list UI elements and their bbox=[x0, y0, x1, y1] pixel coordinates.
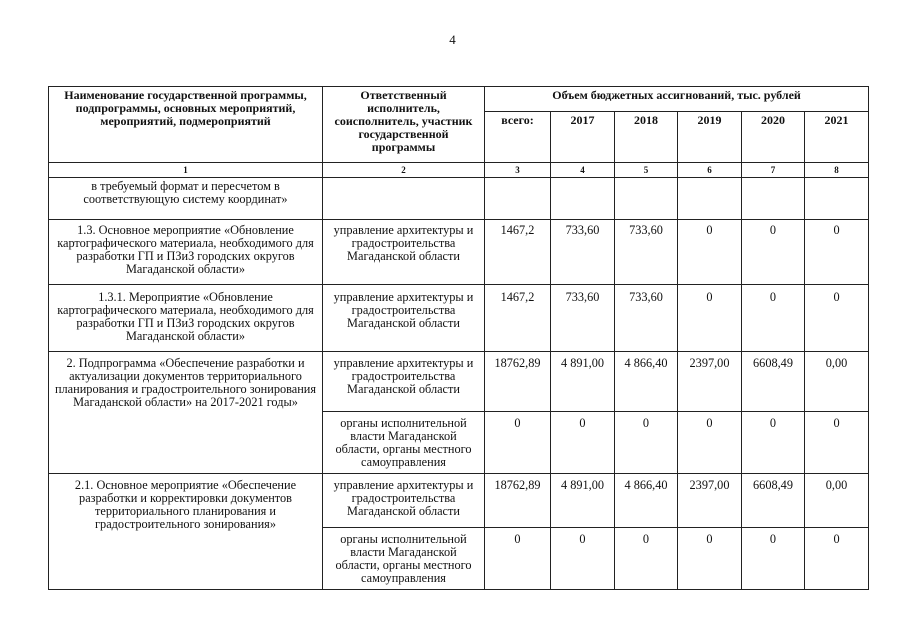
row-value-total: 18762,89 bbox=[485, 352, 551, 412]
column-number: 8 bbox=[805, 163, 869, 178]
header-total: всего: bbox=[485, 112, 551, 163]
row-value-2018: 4 866,40 bbox=[615, 352, 678, 412]
row-value-2019: 2397,00 bbox=[678, 352, 742, 412]
row-name: 2.1. Основное мероприятие «Обеспечение разработки и корректировки документов территориального планирования и градостроительного зонирования» bbox=[49, 474, 323, 590]
row-value-2019: 0 bbox=[678, 285, 742, 352]
row-value-2021: 0 bbox=[805, 412, 869, 474]
row-name: 1.3. Основное мероприятие «Обновление картографического материала, необходимого для разработки ГП и ПЗиЗ городских округов Магаданской области» bbox=[49, 220, 323, 285]
row-responsible: органы исполнительной власти Магаданской области, органы местного самоуправления bbox=[323, 528, 485, 590]
row-value-2021: 0 bbox=[805, 528, 869, 590]
row-responsible: управление архитектуры и градостроительства Магаданской области bbox=[323, 220, 485, 285]
header-year-2021: 2021 bbox=[805, 112, 869, 163]
row-value-2017: 733,60 bbox=[551, 285, 615, 352]
table-row bbox=[49, 285, 869, 352]
row-value-2018: 733,60 bbox=[615, 220, 678, 285]
table-row bbox=[49, 178, 869, 220]
header-responsible: Ответственный исполнитель, соисполнитель, участник государственной программы bbox=[323, 87, 485, 163]
row-value bbox=[615, 178, 678, 220]
row-value-total: 1467,2 bbox=[485, 220, 551, 285]
row-responsible: управление архитектуры и градостроительства Магаданской области bbox=[323, 352, 485, 412]
header-year-2020: 2020 bbox=[742, 112, 805, 163]
header-year-2018: 2018 bbox=[615, 112, 678, 163]
row-value-total: 18762,89 bbox=[485, 474, 551, 528]
row-value-2020: 0 bbox=[742, 220, 805, 285]
row-value-2020: 6608,49 bbox=[742, 474, 805, 528]
column-number: 4 bbox=[551, 163, 615, 178]
row-name: 2. Подпрограмма «Обеспечение разработки и актуализации документов территориального планирования и градостроительного зонирования Магаданской области» на 2017-2021 годы» bbox=[49, 352, 323, 474]
row-value bbox=[485, 178, 551, 220]
column-number: 5 bbox=[615, 163, 678, 178]
row-value bbox=[805, 178, 869, 220]
header-year-2017: 2017 bbox=[551, 112, 615, 163]
row-value bbox=[678, 178, 742, 220]
header-budget-volume: Объем бюджетных ассигнований, тыс. рублей bbox=[485, 87, 869, 112]
column-number: 1 bbox=[49, 163, 323, 178]
table-row bbox=[49, 220, 869, 285]
row-value-2021: 0 bbox=[805, 220, 869, 285]
row-value-2018: 0 bbox=[615, 412, 678, 474]
row-value-2017: 0 bbox=[551, 412, 615, 474]
row-value-2019: 0 bbox=[678, 412, 742, 474]
row-value-2017: 733,60 bbox=[551, 220, 615, 285]
row-value-2019: 2397,00 bbox=[678, 474, 742, 528]
column-number: 7 bbox=[742, 163, 805, 178]
row-value-2017: 4 891,00 bbox=[551, 352, 615, 412]
header-year-2019: 2019 bbox=[678, 112, 742, 163]
row-responsible: управление архитектуры и градостроительства Магаданской области bbox=[323, 474, 485, 528]
row-value-2018: 4 866,40 bbox=[615, 474, 678, 528]
row-responsible: органы исполнительной власти Магаданской области, органы местного самоуправления bbox=[323, 412, 485, 474]
row-value-total: 1467,2 bbox=[485, 285, 551, 352]
row-value-2020: 0 bbox=[742, 285, 805, 352]
table-row bbox=[49, 352, 869, 412]
row-value-total: 0 bbox=[485, 528, 551, 590]
column-number: 6 bbox=[678, 163, 742, 178]
row-value-2017: 0 bbox=[551, 528, 615, 590]
column-number: 3 bbox=[485, 163, 551, 178]
row-value-2021: 0 bbox=[805, 285, 869, 352]
row-value-2020: 0 bbox=[742, 412, 805, 474]
column-number-row bbox=[49, 163, 869, 178]
column-number: 2 bbox=[323, 163, 485, 178]
row-responsible bbox=[323, 178, 485, 220]
row-value-2021: 0,00 bbox=[805, 474, 869, 528]
row-value-2021: 0,00 bbox=[805, 352, 869, 412]
row-name: 1.3.1. Мероприятие «Обновление картографического материала, необходимого для разработки ГП и ПЗиЗ городских округов Магаданской области» bbox=[49, 285, 323, 352]
header-name: Наименование государственной программы, подпрограммы, основных мероприятий, мероприятий, подмероприятий bbox=[49, 87, 323, 163]
row-value bbox=[551, 178, 615, 220]
row-value-total: 0 bbox=[485, 412, 551, 474]
row-value-2017: 4 891,00 bbox=[551, 474, 615, 528]
budget-allocation-table bbox=[48, 86, 869, 590]
row-name: в требуемый формат и пересчетом в соответствующую систему координат» bbox=[49, 178, 323, 220]
table-row bbox=[49, 474, 869, 528]
row-value-2018: 0 bbox=[615, 528, 678, 590]
row-responsible: управление архитектуры и градостроительства Магаданской области bbox=[323, 285, 485, 352]
row-value-2019: 0 bbox=[678, 528, 742, 590]
row-value-2018: 733,60 bbox=[615, 285, 678, 352]
row-value bbox=[742, 178, 805, 220]
page-number: 4 bbox=[449, 32, 456, 47]
row-value-2020: 6608,49 bbox=[742, 352, 805, 412]
row-value-2019: 0 bbox=[678, 220, 742, 285]
row-value-2020: 0 bbox=[742, 528, 805, 590]
